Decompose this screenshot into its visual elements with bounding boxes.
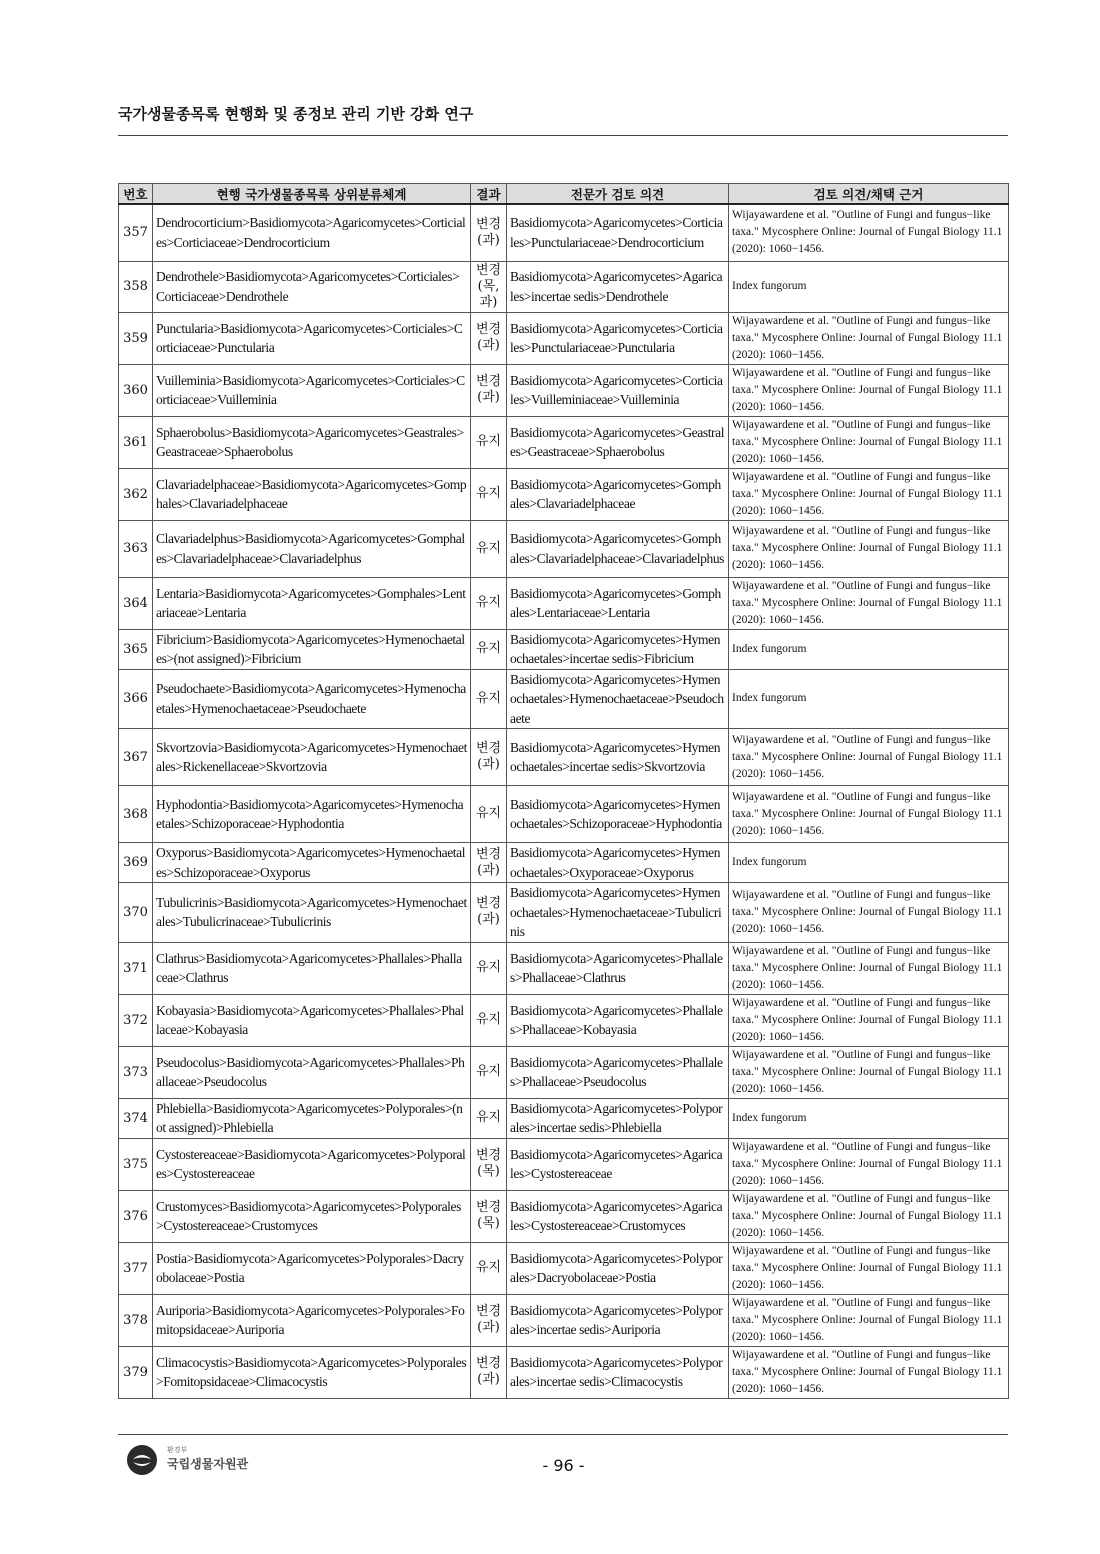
review-result: 변경(과) bbox=[471, 312, 507, 364]
current-classification: Climacocystis>Basidiomycota>Agaricomycetes>Polyporales>Fomitopsidaceae>Climacocystis bbox=[153, 1346, 471, 1398]
row-number: 364 bbox=[119, 577, 153, 629]
review-basis: Index fungorum bbox=[729, 843, 1009, 883]
table-row bbox=[119, 520, 1009, 577]
expert-opinion: Basidiomycota>Agaricomycetes>Polyporales>Dacryobolaceae>Postia bbox=[507, 1242, 729, 1294]
review-result: 유지 bbox=[471, 1242, 507, 1294]
current-classification: Clavariadelphus>Basidiomycota>Agaricomycetes>Gomphales>Clavariadelphaceae>Clavariadelphus bbox=[153, 520, 471, 577]
table-row bbox=[119, 1138, 1009, 1190]
expert-opinion: Basidiomycota>Agaricomycetes>Agaricales>Cystostereaceae bbox=[507, 1138, 729, 1190]
row-number: 379 bbox=[119, 1346, 153, 1398]
row-number: 374 bbox=[119, 1098, 153, 1138]
review-basis: Wijayawardene et al. "Outline of Fungi and fungus−like taxa." Mycosphere Online: Journal of Fungal Biology 11.1 (2020): 1060−1456. bbox=[729, 1138, 1009, 1190]
review-basis: Wijayawardene et al. "Outline of Fungi and fungus−like taxa." Mycosphere Online: Journal of Fungal Biology 11.1 (2020): 1060−1456. bbox=[729, 1046, 1009, 1098]
row-number: 375 bbox=[119, 1138, 153, 1190]
review-basis: Wijayawardene et al. "Outline of Fungi and fungus−like taxa." Mycosphere Online: Journal of Fungal Biology 11.1 (2020): 1060−1456. bbox=[729, 468, 1009, 520]
row-number: 372 bbox=[119, 994, 153, 1046]
expert-opinion: Basidiomycota>Agaricomycetes>Phallales>Phallaceae>Pseudocolus bbox=[507, 1046, 729, 1098]
review-result: 변경(목) bbox=[471, 1190, 507, 1242]
row-number: 366 bbox=[119, 669, 153, 729]
review-result: 변경(목,과) bbox=[471, 261, 507, 312]
review-result: 변경(과) bbox=[471, 1346, 507, 1398]
table-row bbox=[119, 1190, 1009, 1242]
table-row bbox=[119, 843, 1009, 883]
row-number: 360 bbox=[119, 364, 153, 416]
review-basis: Index fungorum bbox=[729, 1098, 1009, 1138]
expert-opinion: Basidiomycota>Agaricomycetes>Geastrales>Geastraceae>Sphaerobolus bbox=[507, 416, 729, 468]
table-row bbox=[119, 629, 1009, 669]
row-number: 377 bbox=[119, 1242, 153, 1294]
table-row bbox=[119, 1098, 1009, 1138]
logo-ministry-text: 환경부 bbox=[167, 1446, 188, 1454]
review-result: 변경(과) bbox=[471, 729, 507, 786]
current-classification: Fibricium>Basidiomycota>Agaricomycetes>Hymenochaetales>(not assigned)>Fibricium bbox=[153, 629, 471, 669]
table-row bbox=[119, 1046, 1009, 1098]
row-number: 376 bbox=[119, 1190, 153, 1242]
expert-opinion: Basidiomycota>Agaricomycetes>Agaricales>incertae sedis>Dendrothele bbox=[507, 261, 729, 312]
expert-opinion: Basidiomycota>Agaricomycetes>Gomphales>Clavariadelphaceae bbox=[507, 468, 729, 520]
review-basis: Wijayawardene et al. "Outline of Fungi and fungus−like taxa." Mycosphere Online: Journal of Fungal Biology 11.1 (2020): 1060−1456. bbox=[729, 729, 1009, 786]
row-number: 363 bbox=[119, 520, 153, 577]
taxonomy-review-table bbox=[118, 183, 1009, 1399]
row-number: 373 bbox=[119, 1046, 153, 1098]
review-result: 변경(과) bbox=[471, 204, 507, 261]
current-classification: Crustomyces>Basidiomycota>Agaricomycetes>Polyporales>Cystostereaceae>Crustomyces bbox=[153, 1190, 471, 1242]
review-basis: Wijayawardene et al. "Outline of Fungi and fungus−like taxa." Mycosphere Online: Journal of Fungal Biology 11.1 (2020): 1060−1456. bbox=[729, 1242, 1009, 1294]
expert-opinion: Basidiomycota>Agaricomycetes>Hymenochaetales>Hymenochaetaceae>Pseudochaete bbox=[507, 669, 729, 729]
current-classification: Clavariadelphaceae>Basidiomycota>Agaricomycetes>Gomphales>Clavariadelphaceae bbox=[153, 468, 471, 520]
review-basis: Wijayawardene et al. "Outline of Fungi and fungus−like taxa." Mycosphere Online: Journal of Fungal Biology 11.1 (2020): 1060−1456. bbox=[729, 942, 1009, 994]
table-row bbox=[119, 468, 1009, 520]
row-number: 368 bbox=[119, 786, 153, 843]
review-result: 유지 bbox=[471, 942, 507, 994]
table-row bbox=[119, 942, 1009, 994]
review-result: 유지 bbox=[471, 669, 507, 729]
expert-opinion: Basidiomycota>Agaricomycetes>Polyporales>incertae sedis>Climacocystis bbox=[507, 1346, 729, 1398]
table-header-row bbox=[119, 184, 1009, 205]
review-basis: Wijayawardene et al. "Outline of Fungi and fungus−like taxa." Mycosphere Online: Journal of Fungal Biology 11.1 (2020): 1060−1456. bbox=[729, 1190, 1009, 1242]
expert-opinion: Basidiomycota>Agaricomycetes>Polyporales>incertae sedis>Auriporia bbox=[507, 1294, 729, 1346]
current-classification: Oxyporus>Basidiomycota>Agaricomycetes>Hymenochaetales>Schizoporaceae>Oxyporus bbox=[153, 843, 471, 883]
current-classification: Sphaerobolus>Basidiomycota>Agaricomycetes>Geastrales>Geastraceae>Sphaerobolus bbox=[153, 416, 471, 468]
current-classification: Phlebiella>Basidiomycota>Agaricomycetes>Polyporales>(not assigned)>Phlebiella bbox=[153, 1098, 471, 1138]
review-basis: Wijayawardene et al. "Outline of Fungi and fungus−like taxa." Mycosphere Online: Journal of Fungal Biology 11.1 (2020): 1060−1456. bbox=[729, 883, 1009, 943]
expert-opinion: Basidiomycota>Agaricomycetes>Phallales>Phallaceae>Clathrus bbox=[507, 942, 729, 994]
review-basis: Wijayawardene et al. "Outline of Fungi and fungus−like taxa." Mycosphere Online: Journal of Fungal Biology 11.1 (2020): 1060−1456. bbox=[729, 416, 1009, 468]
current-classification: Dendrothele>Basidiomycota>Agaricomycetes>Corticiales>Corticiaceae>Dendrothele bbox=[153, 261, 471, 312]
current-classification: Clathrus>Basidiomycota>Agaricomycetes>Phallales>Phallaceae>Clathrus bbox=[153, 942, 471, 994]
row-number: 367 bbox=[119, 729, 153, 786]
current-classification: Pseudocolus>Basidiomycota>Agaricomycetes>Phallales>Phallaceae>Pseudocolus bbox=[153, 1046, 471, 1098]
current-classification: Cystostereaceae>Basidiomycota>Agaricomycetes>Polyporales>Cystostereaceae bbox=[153, 1138, 471, 1190]
column-header: 검토 의견/채택 근거 bbox=[729, 184, 1009, 205]
page-header-title: 국가생물종목록 현행화 및 종정보 관리 기반 강화 연구 bbox=[118, 105, 474, 123]
review-basis: Wijayawardene et al. "Outline of Fungi and fungus−like taxa." Mycosphere Online: Journal of Fungal Biology 11.1 (2020): 1060−1456. bbox=[729, 1346, 1009, 1398]
row-number: 359 bbox=[119, 312, 153, 364]
table-row bbox=[119, 786, 1009, 843]
review-result: 유지 bbox=[471, 629, 507, 669]
row-number: 369 bbox=[119, 843, 153, 883]
review-basis: Wijayawardene et al. "Outline of Fungi and fungus−like taxa." Mycosphere Online: Journal of Fungal Biology 11.1 (2020): 1060−1456. bbox=[729, 364, 1009, 416]
review-result: 유지 bbox=[471, 1046, 507, 1098]
review-basis: Wijayawardene et al. "Outline of Fungi and fungus−like taxa." Mycosphere Online: Journal of Fungal Biology 11.1 (2020): 1060−1456. bbox=[729, 520, 1009, 577]
row-number: 361 bbox=[119, 416, 153, 468]
expert-opinion: Basidiomycota>Agaricomycetes>Hymenochaetales>incertae sedis>Skvortzovia bbox=[507, 729, 729, 786]
row-number: 371 bbox=[119, 942, 153, 994]
review-result: 유지 bbox=[471, 786, 507, 843]
table-row bbox=[119, 883, 1009, 943]
column-header: 현행 국가생물종목록 상위분류체계 bbox=[153, 184, 471, 205]
table-row bbox=[119, 669, 1009, 729]
table-row bbox=[119, 577, 1009, 629]
review-result: 변경(과) bbox=[471, 843, 507, 883]
expert-opinion: Basidiomycota>Agaricomycetes>Hymenochaetales>Schizoporaceae>Hyphodontia bbox=[507, 786, 729, 843]
expert-opinion: Basidiomycota>Agaricomycetes>Polyporales>incertae sedis>Phlebiella bbox=[507, 1098, 729, 1138]
table-row bbox=[119, 1346, 1009, 1398]
header-divider bbox=[118, 135, 1008, 136]
review-result: 유지 bbox=[471, 416, 507, 468]
row-number: 357 bbox=[119, 204, 153, 261]
review-result: 변경(과) bbox=[471, 364, 507, 416]
expert-opinion: Basidiomycota>Agaricomycetes>Gomphales>Clavariadelphaceae>Clavariadelphus bbox=[507, 520, 729, 577]
row-number: 370 bbox=[119, 883, 153, 943]
table-row bbox=[119, 364, 1009, 416]
review-result: 변경(과) bbox=[471, 883, 507, 943]
table-row bbox=[119, 312, 1009, 364]
review-basis: Index fungorum bbox=[729, 629, 1009, 669]
expert-opinion: Basidiomycota>Agaricomycetes>Hymenochaetales>Oxyporaceae>Oxyporus bbox=[507, 843, 729, 883]
current-classification: Tubulicrinis>Basidiomycota>Agaricomycetes>Hymenochaetales>Tubulicrinaceae>Tubulicrinis bbox=[153, 883, 471, 943]
current-classification: Kobayasia>Basidiomycota>Agaricomycetes>Phallales>Phallaceae>Kobayasia bbox=[153, 994, 471, 1046]
current-classification: Postia>Basidiomycota>Agaricomycetes>Polyporales>Dacryobolaceae>Postia bbox=[153, 1242, 471, 1294]
current-classification: Auriporia>Basidiomycota>Agaricomycetes>Polyporales>Fomitopsidaceae>Auriporia bbox=[153, 1294, 471, 1346]
review-basis: Index fungorum bbox=[729, 669, 1009, 729]
logo-organization-name: 국립생물자원관 bbox=[167, 1457, 249, 1471]
review-basis: Wijayawardene et al. "Outline of Fungi and fungus−like taxa." Mycosphere Online: Journal of Fungal Biology 11.1 (2020): 1060−1456. bbox=[729, 786, 1009, 843]
row-number: 365 bbox=[119, 629, 153, 669]
table-row bbox=[119, 994, 1009, 1046]
row-number: 362 bbox=[119, 468, 153, 520]
review-basis: Wijayawardene et al. "Outline of Fungi and fungus−like taxa." Mycosphere Online: Journal of Fungal Biology 11.1 (2020): 1060−1456. bbox=[729, 204, 1009, 261]
expert-opinion: Basidiomycota>Agaricomycetes>Hymenochaetales>incertae sedis>Fibricium bbox=[507, 629, 729, 669]
review-basis: Index fungorum bbox=[729, 261, 1009, 312]
review-basis: Wijayawardene et al. "Outline of Fungi and fungus−like taxa." Mycosphere Online: Journal of Fungal Biology 11.1 (2020): 1060−1456. bbox=[729, 994, 1009, 1046]
table-row bbox=[119, 204, 1009, 261]
row-number: 358 bbox=[119, 261, 153, 312]
expert-opinion: Basidiomycota>Agaricomycetes>Phallales>Phallaceae>Kobayasia bbox=[507, 994, 729, 1046]
table-row bbox=[119, 261, 1009, 312]
review-basis: Wijayawardene et al. "Outline of Fungi and fungus−like taxa." Mycosphere Online: Journal of Fungal Biology 11.1 (2020): 1060−1456. bbox=[729, 1294, 1009, 1346]
footer-divider bbox=[118, 1434, 1008, 1435]
current-classification: Punctularia>Basidiomycota>Agaricomycetes>Corticiales>Corticiaceae>Punctularia bbox=[153, 312, 471, 364]
current-classification: Hyphodontia>Basidiomycota>Agaricomycetes>Hymenochaetales>Schizoporaceae>Hyphodontia bbox=[153, 786, 471, 843]
current-classification: Dendrocorticium>Basidiomycota>Agaricomycetes>Corticiales>Corticiaceae>Dendrocorticium bbox=[153, 204, 471, 261]
review-result: 유지 bbox=[471, 520, 507, 577]
column-header: 번호 bbox=[119, 184, 153, 205]
page-number: - 96 - bbox=[542, 1456, 585, 1475]
current-classification: Pseudochaete>Basidiomycota>Agaricomycetes>Hymenochaetales>Hymenochaetaceae>Pseudochaete bbox=[153, 669, 471, 729]
expert-opinion: Basidiomycota>Agaricomycetes>Hymenochaetales>Hymenochaetaceae>Tubulicrinis bbox=[507, 883, 729, 943]
expert-opinion: Basidiomycota>Agaricomycetes>Corticiales>Punctulariaceae>Punctularia bbox=[507, 312, 729, 364]
table-row bbox=[119, 1242, 1009, 1294]
table-row bbox=[119, 729, 1009, 786]
review-result: 유지 bbox=[471, 577, 507, 629]
current-classification: Skvortzovia>Basidiomycota>Agaricomycetes>Hymenochaetales>Rickenellaceae>Skvortzovia bbox=[153, 729, 471, 786]
expert-opinion: Basidiomycota>Agaricomycetes>Corticiales>Vuilleminiaceae>Vuilleminia bbox=[507, 364, 729, 416]
review-result: 유지 bbox=[471, 994, 507, 1046]
review-result: 유지 bbox=[471, 468, 507, 520]
expert-opinion: Basidiomycota>Agaricomycetes>Agaricales>Cystostereaceae>Crustomyces bbox=[507, 1190, 729, 1242]
current-classification: Vuilleminia>Basidiomycota>Agaricomycetes>Corticiales>Corticiaceae>Vuilleminia bbox=[153, 364, 471, 416]
column-header: 결과 bbox=[471, 184, 507, 205]
review-result: 변경(목) bbox=[471, 1138, 507, 1190]
expert-opinion: Basidiomycota>Agaricomycetes>Corticiales>Punctulariaceae>Dendrocorticium bbox=[507, 204, 729, 261]
review-basis: Wijayawardene et al. "Outline of Fungi and fungus−like taxa." Mycosphere Online: Journal of Fungal Biology 11.1 (2020): 1060−1456. bbox=[729, 577, 1009, 629]
column-header: 전문가 검토 의견 bbox=[507, 184, 729, 205]
current-classification: Lentaria>Basidiomycota>Agaricomycetes>Gomphales>Lentariaceae>Lentaria bbox=[153, 577, 471, 629]
review-result: 변경(과) bbox=[471, 1294, 507, 1346]
review-basis: Wijayawardene et al. "Outline of Fungi and fungus−like taxa." Mycosphere Online: Journal of Fungal Biology 11.1 (2020): 1060−1456. bbox=[729, 312, 1009, 364]
review-result: 유지 bbox=[471, 1098, 507, 1138]
row-number: 378 bbox=[119, 1294, 153, 1346]
expert-opinion: Basidiomycota>Agaricomycetes>Gomphales>Lentariaceae>Lentaria bbox=[507, 577, 729, 629]
table-row bbox=[119, 416, 1009, 468]
table-row bbox=[119, 1294, 1009, 1346]
